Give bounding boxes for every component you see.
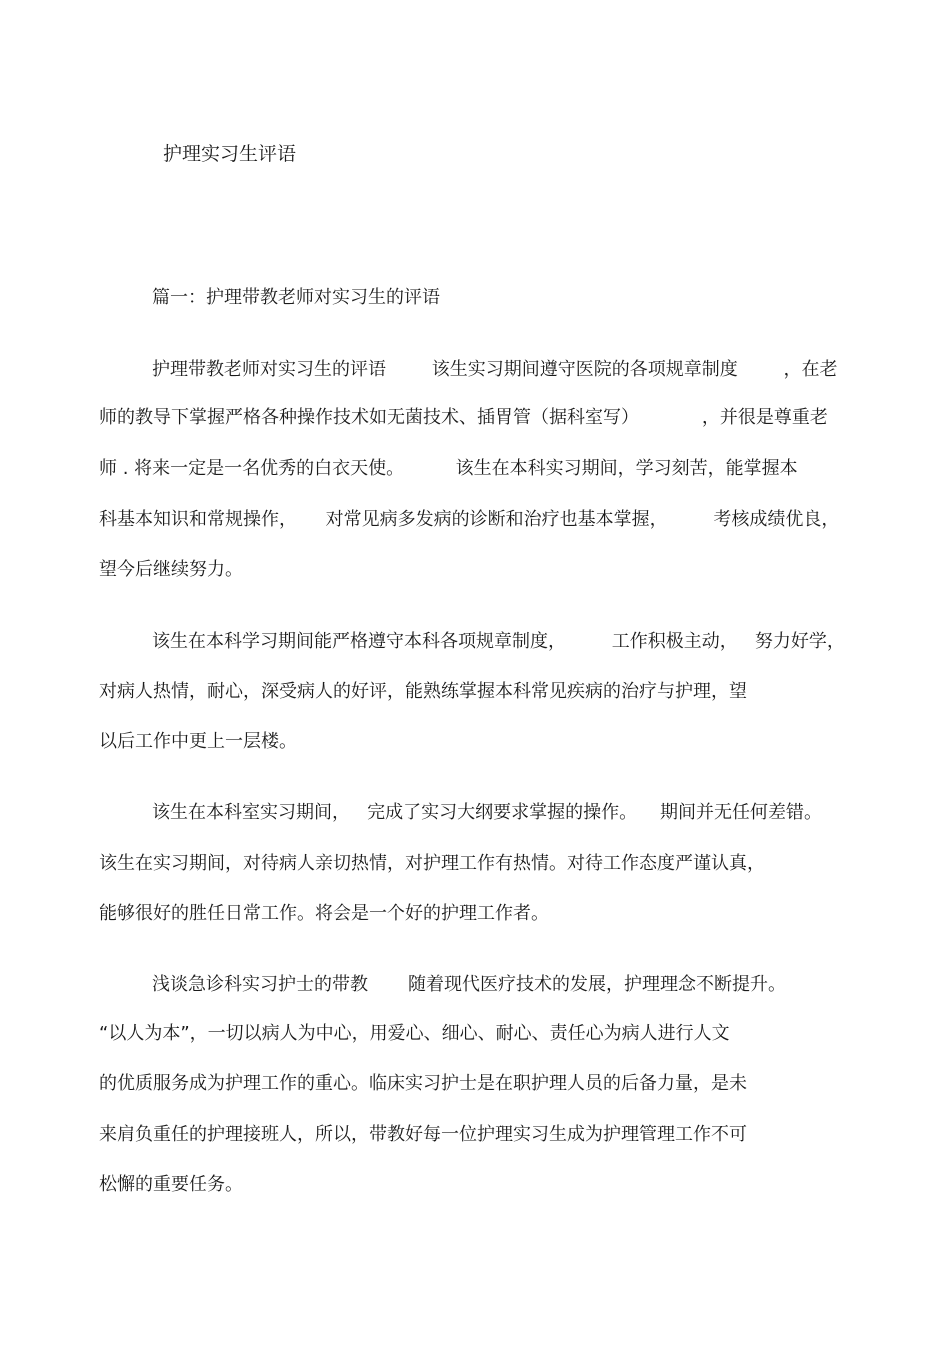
paragraph-line: 该生在本科室实习期间， 完成了实习大纲要求掌握的操作。 期间并无任何差错。 [152,802,823,823]
paragraph-line: 科基本知识和常规操作， 对常见病多发病的诊断和治疗也基本掌握， 考核成绩优良， [99,509,840,530]
paragraph-line: 师 . 将来一定是一名优秀的白衣天使。 该生在本科实习期间，学习刻苦，能掌握本 [99,458,798,479]
paragraph-line: 能够很好的胜任日常工作。将会是一个好的护理工作者。 [99,903,549,924]
paragraph-line: 来肩负重任的护理接班人，所以，带教好每一位护理实习生成为护理管理工作不可 [99,1124,747,1145]
paragraph-line: 松懈的重要任务。 [99,1174,243,1195]
document-title: 护理实习生评语 [163,143,297,165]
paragraph-line: “以人为本”，一切以病人为中心，用爱心、细心、耐心、责任心为病人进行人文 [99,1023,730,1044]
paragraph-line: 该生在实习期间，对待病人亲切热情，对护理工作有热情。对待工作态度严谨认真， [99,853,765,874]
paragraph-line: 师的教导下掌握严格各种操作技术如无菌技术、插胃管（据科室写） ，并很是尊重老 [99,407,828,428]
paragraph-line: 的优质服务成为护理工作的重心。临床实习护士是在职护理人员的后备力量，是未 [99,1073,747,1094]
paragraph-line: 护理带教老师对实习生的评语 该生实习期间遵守医院的各项规章制度 ，在老 [152,359,838,380]
paragraph-line: 以后工作中更上一层楼。 [99,731,297,752]
section-heading: 篇一：护理带教老师对实习生的评语 [152,287,440,308]
paragraph-line: 浅谈急诊科实习护士的带教 随着现代医疗技术的发展，护理理念不断提升。 [152,974,787,995]
paragraph-line: 该生在本科学习期间能严格遵守本科各项规章制度， 工作积极主动， 努力好学， [152,631,845,652]
paragraph-line: 望今后继续努力。 [99,559,243,580]
paragraph-line: 对病人热情，耐心，深受病人的好评，能熟练掌握本科常见疾病的治疗与护理，望 [99,681,747,702]
